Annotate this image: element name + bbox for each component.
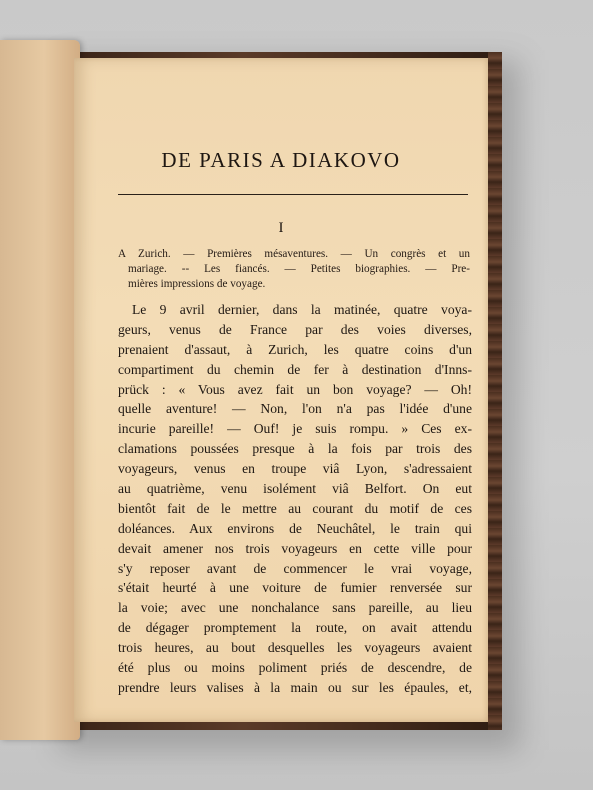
text-line: été plus ou moins poliment priés de descendre, de [118,660,472,676]
summary-line: mières impressions de voyage. [128,278,266,290]
text-line: prendre leurs valises à la main ou sur les épaules, et, [118,679,472,695]
text-line: prück : « Vous avez fait un bon voyage? — Oh! [118,381,472,397]
text-line: bientôt fait de le mettre au courant du motif de ces [118,500,472,516]
text-line: incurie pareille! — Ouf! je suis rompu. » Ces ex- [118,421,472,437]
chapter-number: I [278,220,284,236]
text-line: compartiment du chemin de fer à destination d'Inns- [118,361,472,377]
text-line: voyageurs, venus en troupe viâ Lyon, s'adressaient [118,461,472,477]
text-line: la voie; avec une nonchalance sans pareille, au lieu [118,600,472,616]
text-line: quelle aventure! — Non, l'on n'a pas l'idée d'une [118,401,472,417]
title-rule [118,194,468,195]
text-line: clamations poussées presque à la fois par trois des [118,441,472,457]
text-line: devait amener nos trois voyageurs en cette ville pour [118,540,472,556]
text-line: s'y reposer avant de commencer le vrai voyage, [118,560,472,576]
book-page [74,58,488,722]
text-line: trois heures, au bout desquelles les voyageurs avaient [118,640,472,656]
marbled-cover-edge [488,52,502,730]
text-line: de dégager promptement la route, on avait attendu [118,620,472,636]
chapter-summary [118,247,470,292]
summary-line: A Zurich. — Premières mésaventures. — Un congrès et un [118,248,470,260]
text-line: s'était heurté à une voiture de fumier renversée sur [118,580,472,596]
text-line: doléances. Aux environs de Neuchâtel, le train qui [118,520,472,536]
text-line: prenaient d'assaut, à Zurich, les quatre coins d'un [118,341,472,357]
text-line: geurs, venus de France par des voies diverses, [118,321,472,337]
body-paragraph [118,300,472,698]
summary-line: mariage. -- Les fiancés. — Petites biographies. — Pre- [128,263,470,275]
text-line: au quatrième, venu isolément viâ Belfort. On eut [118,481,472,497]
page-title: DE PARIS A DIAKOVO [161,148,401,172]
text-line: Le 9 avril dernier, dans la matinée, quatre voya- [132,302,472,317]
facing-page-edge [0,40,80,740]
